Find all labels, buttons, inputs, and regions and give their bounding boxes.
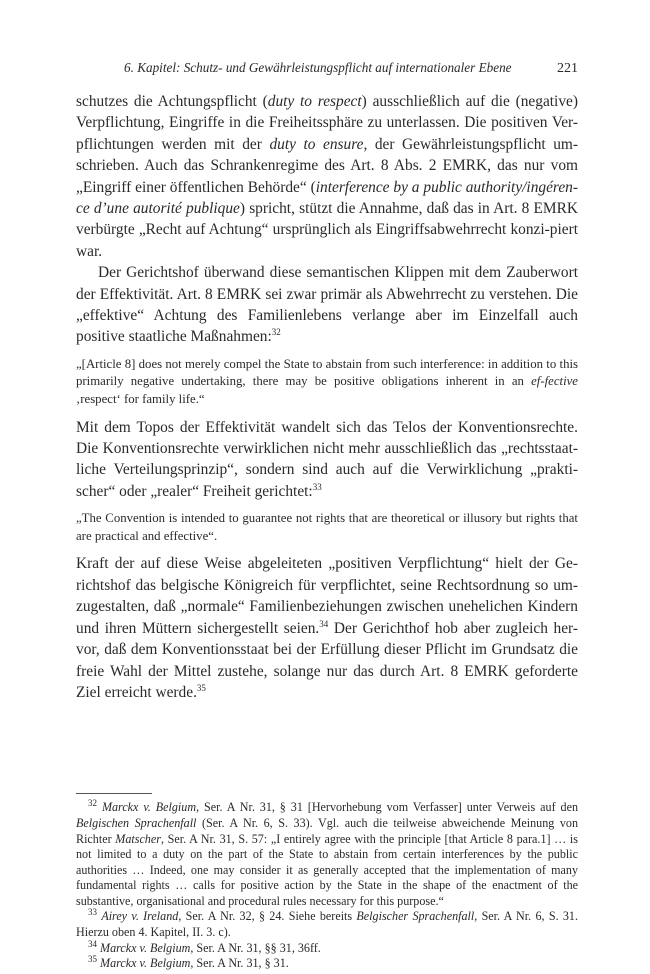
text-run: „The Convention is intended to guarantee not rights that are theoretical or illusory but rights that are practical and effective“. xyxy=(76,511,578,543)
text-run: (Ser. A Nr. 6, S. 33). Vgl. auch die teilweise abweichende Meinung von Richter xyxy=(76,815,578,846)
running-header xyxy=(76,60,578,77)
text-run: Der Gerichthof hob aber zugleich her-vor, daß dem Konventionsstaat bei der Erfüllung dieser Pflicht im Grundsatz die freie Wahl der Mittel zustehe, solange nur das durch Art. 8 EMRK geforderte Ziel erreicht werde. xyxy=(76,619,578,701)
text-run: schutzes die Achtungspflicht ( xyxy=(76,93,268,110)
paragraph-4 xyxy=(76,553,578,703)
text-run: ) ausschließlich auf die (negative) Verpflichtung, Eingriffe in die Freiheitssphäre zu unterlassen. Die positiven Ver-pflichtungen werden mit der xyxy=(76,93,578,153)
text-run: Mit dem Topos der Effektivität wandelt sich das Telos der Konventionsrechte. Die Konventionsrechte verwirklichen nicht mehr ausschließlich das „rechtsstaat-liche Verteilungsprinzip“, sondern sind auch auf die Verwirklichung „prakti-scher“ oder „realer“ Freiheit gerichtet: xyxy=(76,418,578,500)
footnote-ref[interactable]: 33 xyxy=(312,481,322,492)
paragraph-2 xyxy=(76,262,578,348)
block-quote-1 xyxy=(76,356,578,409)
text-run: , Ser. A Nr. 31, § 31. xyxy=(190,956,289,971)
judge-name: Matscher xyxy=(115,831,161,846)
italic-term: ef-fective xyxy=(531,374,578,389)
footnote-34 xyxy=(76,938,578,957)
paragraph-3 xyxy=(76,417,578,503)
text-run: , der Gewährleistungspflicht um-schrieben. Auch das Schrankenregime des Art. 8 Abs. 2 EMRK, das nur vom „Eingriff einer öffentlichen Behörde“ ( xyxy=(76,135,579,196)
paragraph-1 xyxy=(76,91,578,262)
footnote-number: 35 xyxy=(88,954,97,965)
case-name: Marckx v. Belgium xyxy=(101,800,197,815)
text-run: ) spricht, stützt die Annahme, daß das in Art. 8 EMRK verbürgte „Recht auf Achtung“ ursprünglich als Eingriffsabwehrrecht konzi-piert war. xyxy=(76,200,579,260)
footnote-33 xyxy=(76,909,578,940)
case-name: Airey v. Ireland xyxy=(101,909,179,924)
case-name: Belgischen Sprachenfall xyxy=(76,815,197,830)
footnote-ref[interactable]: 35 xyxy=(196,682,206,693)
italic-term: duty to respect xyxy=(267,93,362,110)
footnote-ref[interactable]: 34 xyxy=(319,618,329,629)
text-run: Kraft der auf diese Weise abgeleiteten „positiven Verpflichtung“ hielt der Ge-richtshof das belgische Königreich für verpflichtet, seine Rechtsordnung so um-zugestalten, daß „normale“ Familienbeziehungen zwischen unehelichen Kindern und ihren Müttern sichergestellt seien. xyxy=(76,555,578,637)
footnote-32 xyxy=(76,800,578,909)
case-name: Marckx v. Belgium xyxy=(100,940,191,955)
footnote-separator xyxy=(76,793,152,794)
book-page xyxy=(76,60,578,972)
text-run: , Ser. A Nr. 31, § 31 [Hervorhebung vom Verfasser] unter Verweis auf den xyxy=(196,800,579,815)
text-run: ‚respect‘ for family life.“ xyxy=(76,392,205,407)
footnote-number: 34 xyxy=(88,938,97,949)
text-run: , Ser. A Nr. 31, S. 57: „I entirely agree with the principle [that Article 8 para.1] … is not limited to a duty on the part of the State to abstain from certain interferences by the public authorities … Indeed, one may consider it as generally accepted that the implementation of many fundamental rights … calls for positive action by the State in the shape of the enactment of the substantive, organisational and procedural rules necessary for this purpose.“ xyxy=(76,831,578,908)
footnote-number: 33 xyxy=(88,907,97,918)
text-run: , Ser. A Nr. 32, § 24. Siehe bereits xyxy=(178,909,357,924)
text-run: , Ser. A Nr. 31, §§ 31, 36ff. xyxy=(190,940,321,955)
case-name: Marckx v. Belgium xyxy=(100,956,191,971)
running-title: 6. Kapitel: Schutz- und Gewährleistungspflicht auf internationaler Ebene xyxy=(124,60,512,75)
text-run: Der Gerichtshof überwand diese semantischen Klippen mit dem Zauberwort der Effektivität. Art. 8 EMRK sei zwar primär als Abwehrrecht zu verstehen. Die „effektive“ Achtung des Familienlebens verlange aber im Einzelfall auch positive staatliche Maßnahmen: xyxy=(76,264,578,346)
italic-term: interference by a public authority/ingéren-ce d’une autorité publique xyxy=(76,178,579,218)
italic-term: duty to ensure xyxy=(269,135,364,153)
case-name: Belgischer Sprachenfall xyxy=(356,909,475,924)
block-quote-2 xyxy=(76,510,578,545)
page-number: 221 xyxy=(557,61,578,76)
footnote-number: 32 xyxy=(88,798,97,809)
footnote-35 xyxy=(76,956,578,972)
text-run: „[Article 8] does not merely compel the State to abstain from such interference: in addition to this primarily negative undertaking, there may be positive obligations inherent in an xyxy=(76,356,578,389)
text-run: , Ser. A Nr. 6, S. 31. Hierzu oben 4. Kapitel, II. 3. c). xyxy=(76,909,579,940)
footnote-ref[interactable]: 32 xyxy=(271,327,281,338)
